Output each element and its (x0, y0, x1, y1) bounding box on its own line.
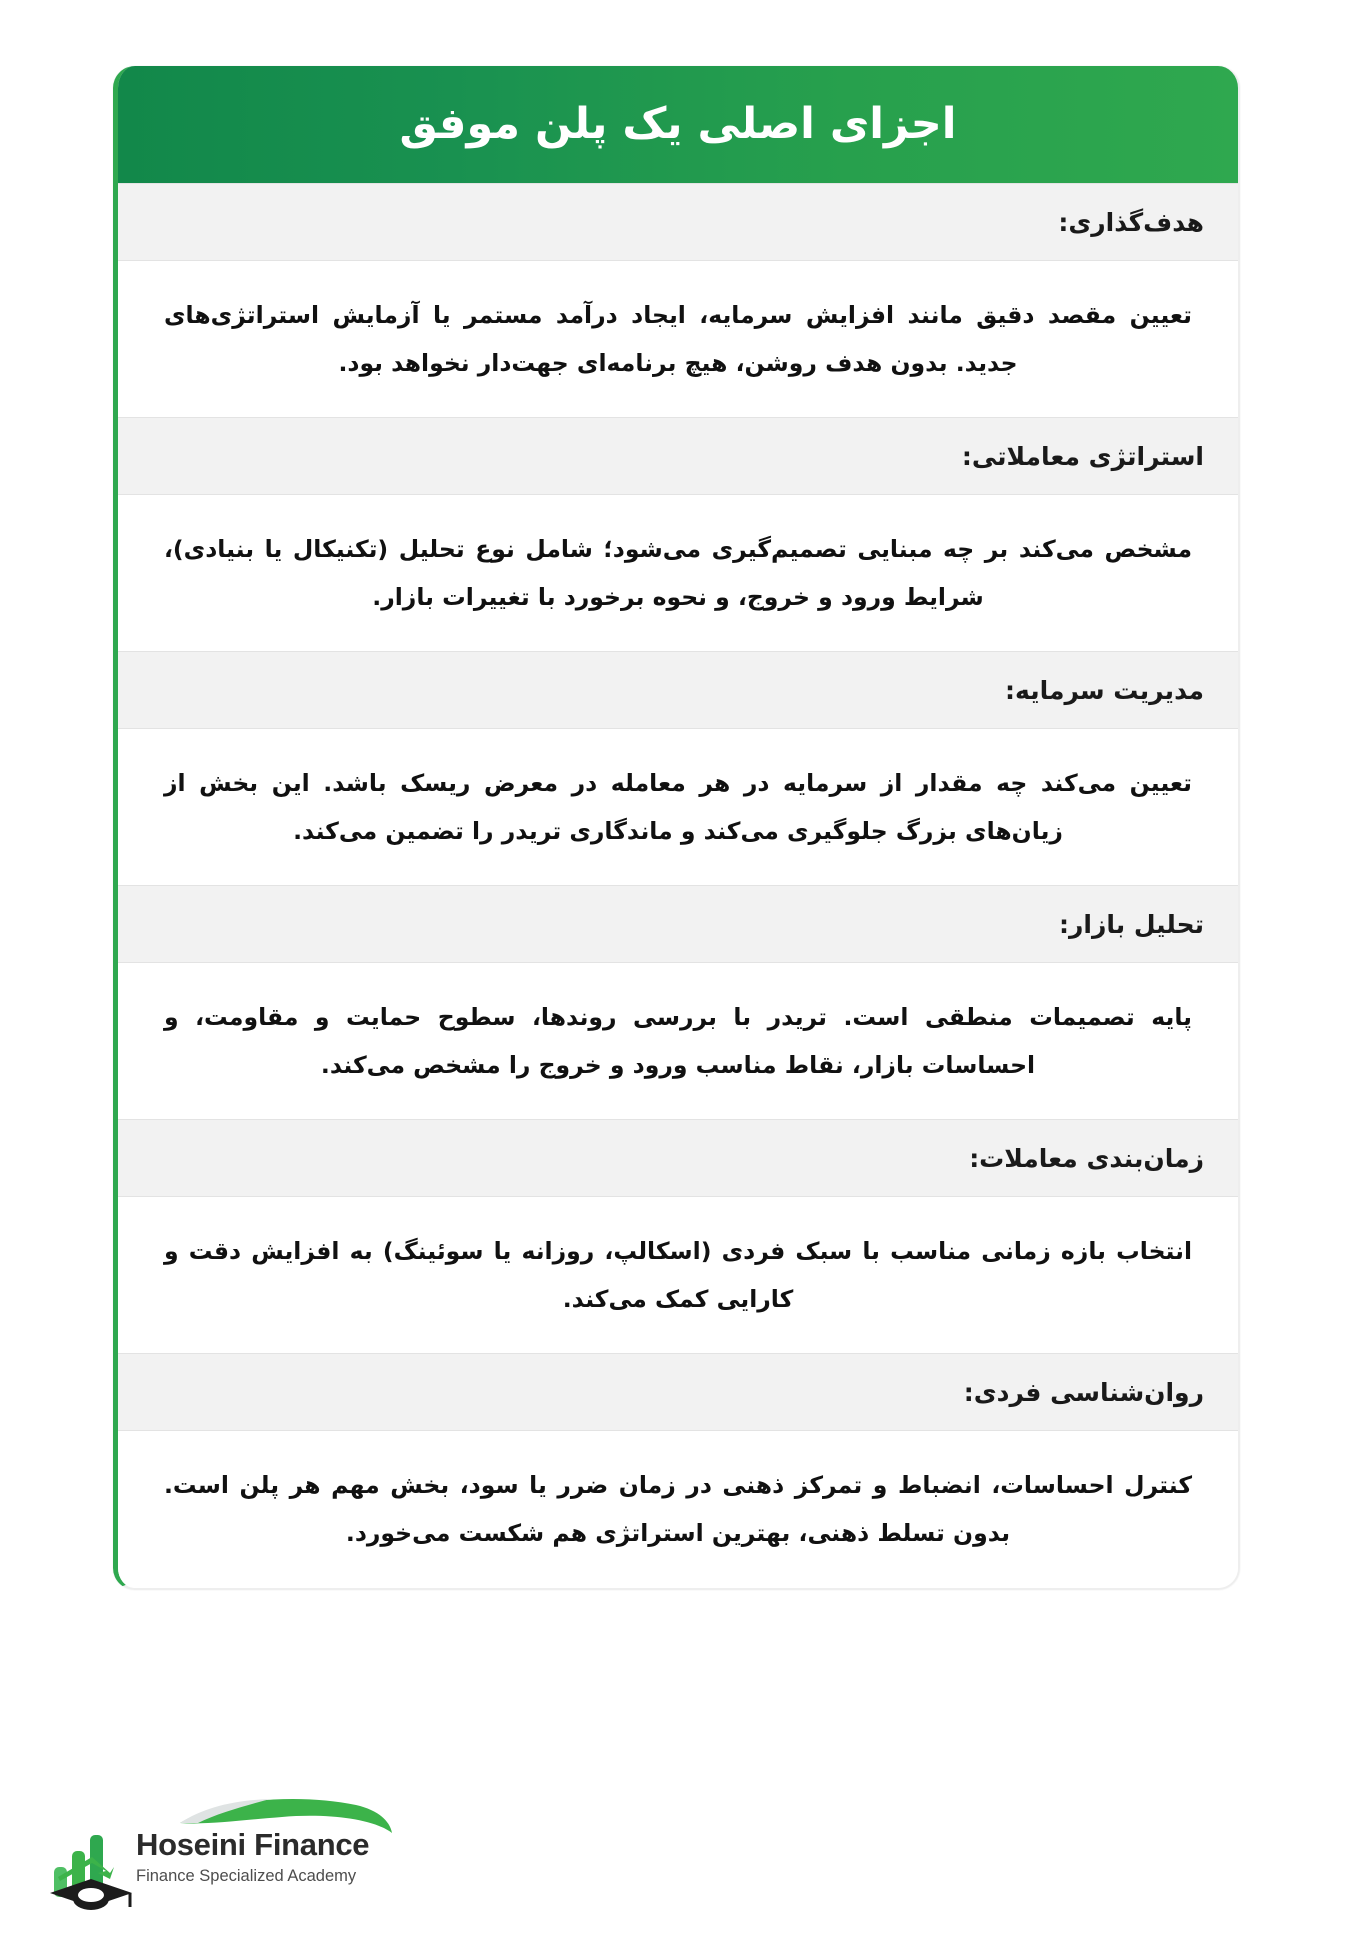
section-capital-management (118, 651, 1238, 885)
section-label-row (118, 183, 1238, 261)
section-body-row (118, 963, 1238, 1119)
bar-chart-graduation-cap-icon (48, 1823, 134, 1913)
section-label-text: استراتژی معاملاتی: (961, 442, 1204, 472)
section-body-text: انتخاب بازه زمانی مناسب با سبک فردی (اسکالپ، روزانه یا سوئینگ) به افزایش دقت و کارایی کمک می‌کند. (164, 1237, 1192, 1314)
logo (40, 1781, 460, 1921)
section-trade-timing (118, 1119, 1238, 1353)
brand-tagline: Finance Specialized Academy (136, 1866, 357, 1885)
section-label-text: تحلیل بازار: (1059, 910, 1204, 940)
content-card (113, 66, 1240, 1590)
section-body-row (118, 1431, 1238, 1587)
section-label-row (118, 651, 1238, 729)
section-body-text: پایه تصمیمات منطقی است. تریدر با بررسی روندها، سطوح حمایت و مقاومت، و احساسات بازار، نقاط مناسب ورود و خروج را مشخص می‌کند. (164, 1003, 1192, 1080)
page-title: اجزای اصلی یک پلن موفق (399, 98, 957, 149)
section-label-text: روان‌شناسی فردی: (963, 1378, 1204, 1408)
section-label-row (118, 885, 1238, 963)
section-label-row (118, 1353, 1238, 1431)
section-label-row (118, 417, 1238, 495)
section-label-row (118, 1119, 1238, 1197)
section-body-row (118, 729, 1238, 885)
section-body-row (118, 1197, 1238, 1353)
section-personal-psychology (118, 1353, 1238, 1587)
section-body-text: تعیین می‌کند چه مقدار از سرمایه در هر معامله در معرض ریسک باشد. این بخش از زیان‌های بزرگ جلوگیری می‌کند و ماندگاری تریدر را تضمین می‌کند. (164, 768, 1192, 846)
section-body-row (118, 261, 1238, 417)
logo-text-block (136, 1829, 369, 1887)
section-body-text: کنترل احساسات، انضباط و تمرکز ذهنی در زمان ضرر یا سود، بخش مهم هر پلن است. بدون تسلط ذهنی، بهترین استراتژی هم شکست می‌خورد. (164, 1471, 1192, 1548)
section-label-text: زمان‌بندی معاملات: (969, 1144, 1204, 1174)
section-body-row (118, 495, 1238, 651)
card-header (118, 66, 1238, 183)
brand-name: Hoseini Finance (136, 1827, 370, 1862)
section-market-analysis (118, 885, 1238, 1119)
section-body-text: تعیین مقصد دقیق مانند افزایش سرمایه، ایجاد درآمد مستمر یا آزمایش استراتژی‌های جدید. بدون هدف روشن، هیچ برنامه‌ای جهت‌دار نخواهد بود. (164, 300, 1192, 377)
section-goal-setting (118, 183, 1238, 417)
footer-branding (40, 1781, 460, 1921)
section-body-text: مشخص می‌کند بر چه مبنایی تصمیم‌گیری می‌شود؛ شامل نوع تحلیل (تکنیکال یا بنیادی)، شرایط ورود و خروج، و نحوه برخورد با تغییرات بازار. (164, 534, 1192, 612)
section-label-text: هدف‌گذاری: (1058, 208, 1204, 237)
section-trading-strategy (118, 417, 1238, 651)
section-label-text: مدیریت سرمایه: (1005, 676, 1204, 706)
